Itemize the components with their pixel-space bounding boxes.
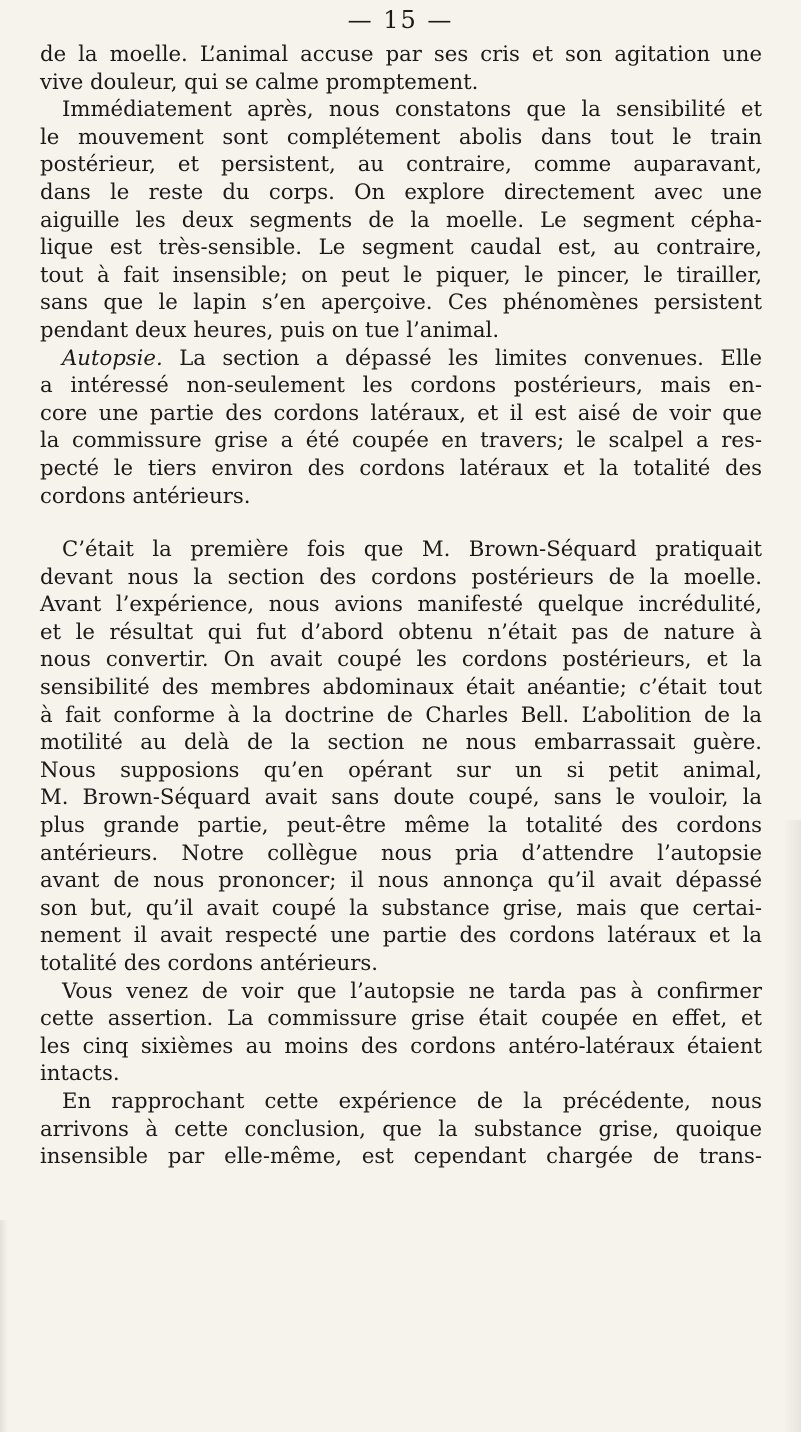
text-line: Nous supposions qu’en opérant sur un si petit animal, <box>40 756 762 782</box>
text-line: avant de nous prononcer; il nous annonça qu’il avait dépassé <box>40 867 762 893</box>
text-line: intacts. <box>40 1060 120 1086</box>
text-line: totalité des cordons antérieurs. <box>40 950 378 975</box>
text-line: à fait conforme à la doctrine de Charles Bell. L’abolition de la <box>40 701 762 727</box>
page-number: — 15 — <box>347 6 454 34</box>
text-line: la commissure grise a été coupée en travers; le scalpel a res- <box>40 427 762 453</box>
paragraph-observation <box>40 95 762 343</box>
text-line: les cinq sixièmes au moins des cordons antéro-latéraux étaient <box>40 1032 762 1058</box>
paragraph-continuation <box>40 40 762 95</box>
text-line: En rapprochant cette expérience de la précédente, nous <box>62 1087 762 1113</box>
text-line: Vous venez de voir que l’autopsie ne tarda pas à confirmer <box>62 977 762 1003</box>
text-line: a intéressé non-seulement les cordons postérieurs, mais en- <box>40 372 762 398</box>
text-line: core une partie des cordons latéraux, et il est aisé de voir que <box>40 399 762 425</box>
text-line: sensibilité des membres abdominaux était anéantie; c’était tout <box>40 674 762 700</box>
text-line: son but, qu’il avait coupé la substance grise, mais que certai- <box>40 894 762 920</box>
text-line: cette assertion. La commissure grise était coupée en effet, et <box>40 1005 762 1031</box>
text-line: aiguille les deux segments de la moelle. Le segment cépha- <box>40 206 762 232</box>
text-line: nement il avait respecté une partie des cordons latéraux et la <box>40 922 762 948</box>
page-body <box>40 40 762 1170</box>
text-line: Immédiatement après, nous constatons que la sensibilité et <box>62 96 762 122</box>
text-line: sans que le lapin s’en aperçoive. Ces phénomènes persistent <box>40 289 762 315</box>
text-line: devant nous la section des cordons postérieurs de la moelle. <box>40 563 762 589</box>
text-line: motilité au delà de la section ne nous embarrassait guère. <box>40 729 762 755</box>
text-line: vive douleur, qui se calme promptement. <box>40 68 479 94</box>
text-line: nous convertir. On avait coupé les cordons postérieurs, et la <box>40 646 762 672</box>
text-line: dans le reste du corps. On explore directement avec une <box>40 178 762 204</box>
text-line: et le résultat qui fut d’abord obtenu n’était pas de nature à <box>40 618 762 644</box>
paragraph-confirmation <box>40 977 762 1087</box>
text-line: Avant l’expérience, nous avions manifesté quelque incrédulité, <box>40 591 762 617</box>
binding-shadow <box>0 1220 8 1432</box>
text-line: pecté le tiers environ des cordons latéraux et la totalité des <box>40 454 762 480</box>
text-line: cordons antérieurs. <box>40 482 251 508</box>
paragraph-brown-sequard <box>40 535 762 977</box>
text-line: C’était la première fois que M. Brown-Séquard pratiquait <box>62 536 762 562</box>
text-line: insensible par elle-même, est cependant chargée de trans- <box>40 1143 762 1169</box>
text-line: Autopsie. La section a dépassé les limites convenues. Elle <box>62 344 762 370</box>
page-edge-shadow <box>783 820 801 1432</box>
text-line: de la moelle. L’animal accuse par ses cris et son agitation une <box>40 41 762 66</box>
text-line: arrivons à cette conclusion, que la substance grise, quoique <box>40 1115 762 1141</box>
paragraph-gap <box>40 509 762 535</box>
text-line: plus grande partie, peut-être même la totalité des cordons <box>40 812 762 838</box>
autopsie-heading: Autopsie. <box>62 344 163 370</box>
paragraph-autopsie <box>40 344 762 510</box>
paragraph-conclusion <box>40 1087 762 1170</box>
text-line: postérieur, et persistent, au contraire, comme auparavant, <box>40 151 762 177</box>
text-line: tout à fait insensible; on peut le piquer, le pincer, le tirailler, <box>40 261 762 287</box>
text-line: pendant deux heures, puis on tue l’animal. <box>40 316 500 342</box>
text-line: lique est très-sensible. Le segment caudal est, au contraire, <box>40 234 762 260</box>
text-line: antérieurs. Notre collègue nous pria d’attendre l’autopsie <box>40 839 762 865</box>
text-line: le mouvement sont complétement abolis dans tout le train <box>40 123 762 149</box>
text-line: M. Brown-Séquard avait sans doute coupé, sans le vouloir, la <box>40 784 762 810</box>
